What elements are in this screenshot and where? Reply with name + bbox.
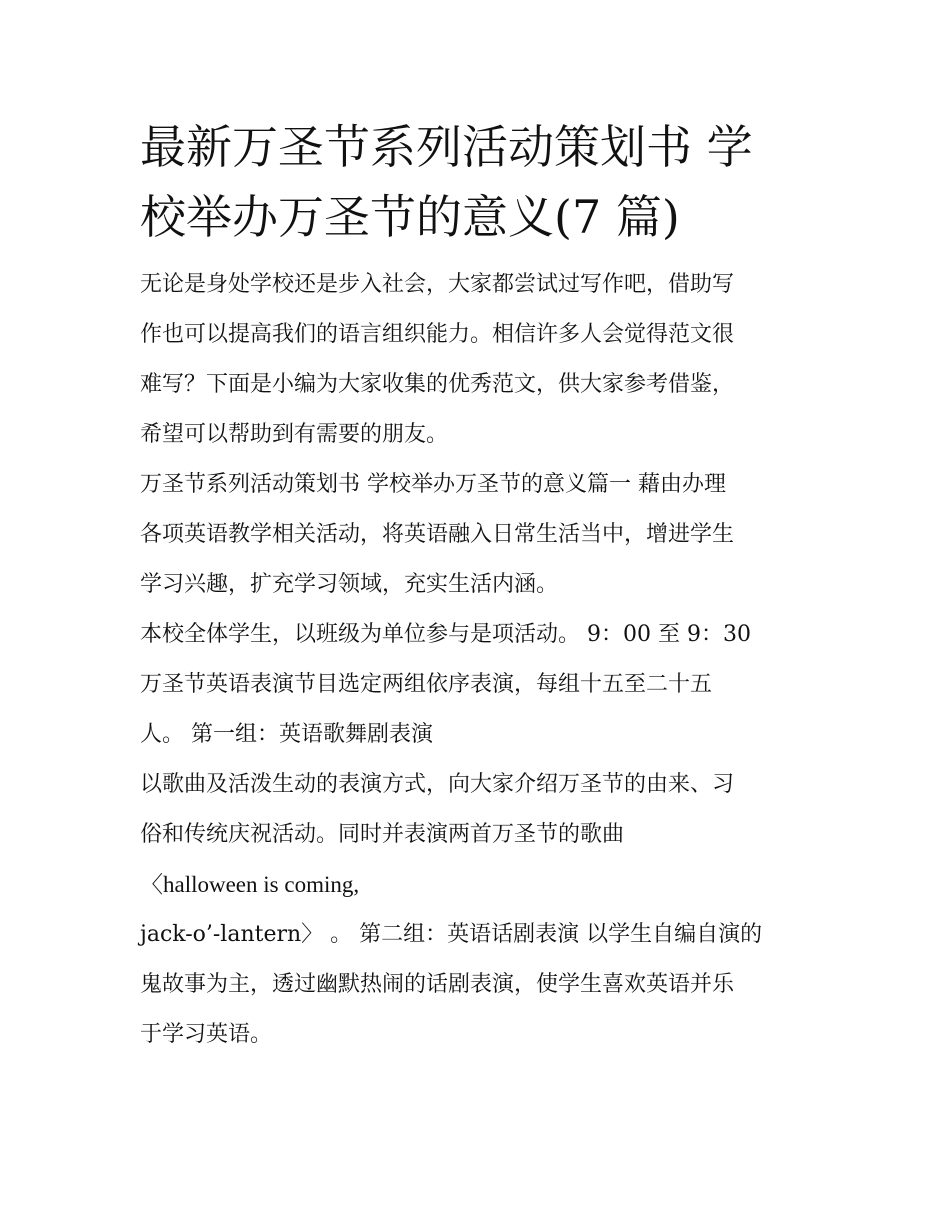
document-page xyxy=(140,112,820,1060)
text-line: 学习兴趣，扩充学习领域，充实生活内涵。 xyxy=(140,572,559,597)
text-line: 以歌曲及活泼生动的表演方式，向大家介绍万圣节的由来、习 xyxy=(140,772,735,797)
section-one-paragraph xyxy=(140,460,820,610)
text-line: 于学习英语。 xyxy=(140,1022,273,1047)
text-line: 〈halloween is coming, xyxy=(140,872,360,897)
text-line: 希望可以帮助到有需要的朋友。 xyxy=(140,422,449,447)
text-line: 各项英语教学相关活动，将英语融入日常生活当中，增进学生 xyxy=(140,522,735,547)
text-line: 鬼故事为主，透过幽默热闹的话剧表演，使学生喜欢英语并乐 xyxy=(140,972,735,997)
text-line: jack-o’-lantern〉 。 第二组：英语话剧表演 以学生自编自演的 xyxy=(140,922,763,947)
text-line: 难写？下面是小编为大家收集的优秀范文，供大家参考借鉴， xyxy=(140,372,735,397)
title-line: 最新万圣节系列活动策划书 学 xyxy=(140,120,753,174)
text-line: 作也可以提高我们的语言组织能力。相信许多人会觉得范文很 xyxy=(140,322,735,347)
intro-paragraph xyxy=(140,260,820,460)
text-line: 本校全体学生，以班级为单位参与是项活动。 9：00 至 9：30 xyxy=(140,622,751,647)
text-line: 人。 第一组：英语歌舞剧表演 xyxy=(140,722,433,747)
performance-paragraph xyxy=(140,760,820,1060)
text-line: 万圣节系列活动策划书 学校举办万圣节的意义篇一 藉由办理 xyxy=(140,472,726,497)
document-title xyxy=(140,112,820,252)
participants-paragraph xyxy=(140,610,820,760)
text-line: 俗和传统庆祝活动。同时并表演两首万圣节的歌曲 xyxy=(140,822,625,847)
text-line: 无论是身处学校还是步入社会，大家都尝试过写作吧，借助写 xyxy=(140,272,735,297)
title-line: 校举办万圣节的意义(7 篇) xyxy=(140,190,680,244)
text-line: 万圣节英语表演节目选定两组依序表演，每组十五至二十五 xyxy=(140,672,713,697)
